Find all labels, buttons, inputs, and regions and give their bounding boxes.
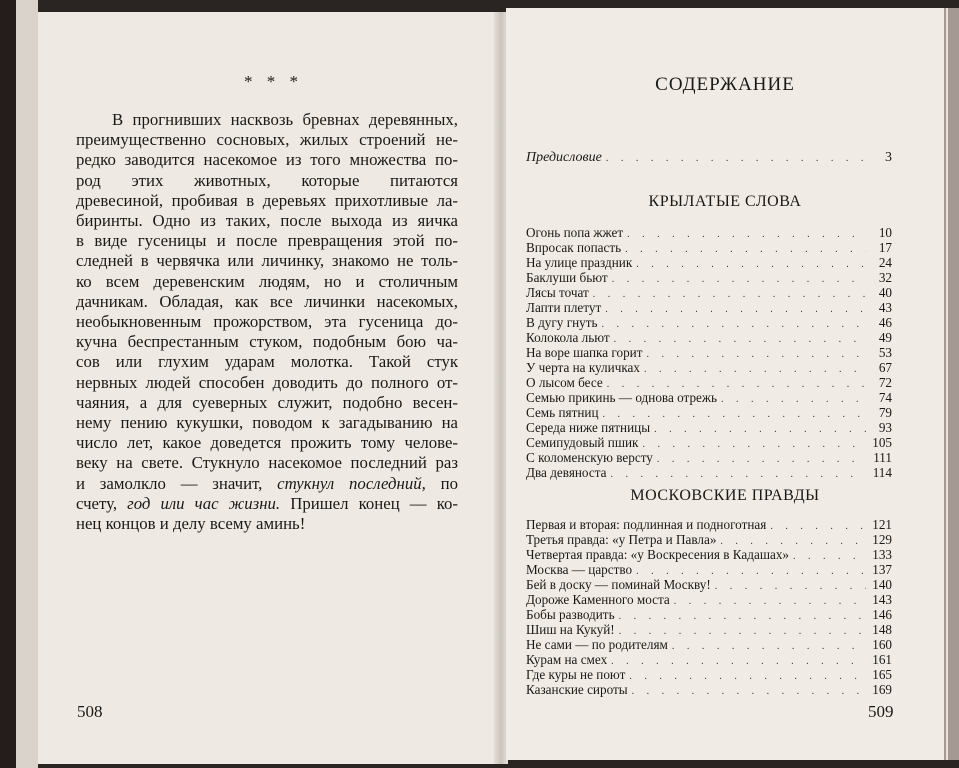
toc-entry — [526, 300, 892, 315]
toc-entry — [526, 622, 892, 637]
toc-entry — [526, 255, 892, 270]
toc-entry-label: Середа ниже пятницы — [526, 420, 651, 435]
prose-line: дачникам. Обладая, как все личинки насекомых, — [76, 291, 458, 311]
toc-entry-page: 10 — [878, 225, 892, 240]
toc-entry-page: 79 — [878, 405, 892, 420]
toc-title: СОДЕРЖАНИЕ — [655, 74, 795, 95]
toc-entry — [526, 592, 892, 607]
toc-entry — [526, 577, 892, 592]
toc-leader-dots — [642, 437, 866, 452]
toc-entry-label: Огонь попа жжет — [526, 225, 624, 240]
book-cover-edge — [0, 0, 16, 768]
toc-entry-label: С коломенскую версту — [526, 450, 653, 465]
toc-entry — [526, 517, 892, 532]
prose-line: нервных людей способен доводить до полного от- — [76, 372, 458, 392]
toc-entry-label: Колокола льют — [526, 330, 610, 345]
toc-leader-dots — [619, 609, 866, 624]
toc-entry-page: 160 — [872, 637, 892, 652]
prose-line: древесиной, пробивая в деревьях прихотливые ла- — [76, 190, 458, 210]
prose-fragment: счету, — [76, 493, 128, 513]
toc-entry — [526, 285, 892, 300]
toc-entry-page: 111 — [873, 450, 892, 465]
toc-entry — [526, 390, 892, 405]
toc-leader-dots — [654, 422, 866, 437]
toc-entry — [526, 330, 892, 345]
toc-entry-label: Не сами — по родителям — [526, 637, 668, 652]
toc-entry-page: 72 — [878, 375, 892, 390]
toc-leader-dots — [770, 519, 866, 534]
toc-leader-dots — [602, 317, 866, 332]
toc-entry — [526, 225, 892, 240]
toc-entry-page: 24 — [878, 255, 892, 270]
prose-line: преимущественно сосновых, жилых строений не- — [76, 130, 458, 150]
toc-leader-dots — [657, 452, 866, 467]
prose-line: необыкновенным прожорством, эта гусеница до- — [76, 312, 458, 332]
section-title-krylatye-slova: КРЫЛАТЫЕ СЛОВА — [648, 193, 802, 210]
prose-italic: год или час жизни. — [127, 493, 281, 513]
toc-leader-dots — [606, 151, 866, 166]
prose-fragment: и замолкло — значит, — [76, 473, 278, 493]
toc-entry — [526, 375, 892, 390]
toc-leader-dots — [625, 242, 866, 257]
toc-leader-dots — [636, 257, 866, 272]
toc-entry-label: Предисловие — [526, 150, 602, 165]
toc-list-section2 — [526, 517, 892, 697]
toc-leader-dots — [674, 594, 866, 609]
toc-entry-page: 121 — [872, 517, 892, 532]
prose-line: веку на свете. Стукнуло насекомое последний раз — [76, 453, 458, 473]
page-edge-line — [946, 8, 948, 760]
toc-entry — [526, 682, 892, 697]
prose-line: ко всем деревенским людям, но и столичным — [76, 271, 458, 291]
prose-line: кучна беспрестанным стуком, подобным бою ча- — [76, 332, 458, 352]
toc-entry-label: О лысом бесе — [526, 375, 603, 390]
toc-leader-dots — [614, 332, 866, 347]
toc-leader-dots — [627, 227, 866, 242]
toc-entry — [526, 562, 892, 577]
toc-entry-page: 165 — [872, 667, 892, 682]
prose-line: биринты. Одно из таких, после выхода из яичка — [76, 211, 458, 231]
prose-line — [76, 474, 458, 494]
toc-entry — [526, 240, 892, 255]
toc-entry-label: Четвертая правда: «у Воскресения в Кадашах» — [526, 547, 790, 562]
toc-entry-label: Баклуши бьют — [526, 270, 608, 285]
toc-entry — [526, 667, 892, 682]
toc-entry-page: 74 — [878, 390, 892, 405]
toc-entry-page: 137 — [872, 562, 892, 577]
toc-entry-page: 169 — [872, 682, 892, 697]
page-number-right: 509 — [868, 702, 894, 721]
toc-entry-page: 17 — [878, 240, 892, 255]
toc-entry-page: 133 — [872, 547, 892, 562]
toc-entry-label: Первая и вторая: подлинная и подноготная — [526, 517, 767, 532]
toc-entry-page: 32 — [878, 270, 892, 285]
toc-entry-page: 140 — [872, 577, 892, 592]
toc-entry — [526, 607, 892, 622]
toc-entry — [526, 420, 892, 435]
toc-entry-label: На улице праздник — [526, 255, 633, 270]
toc-entry-label: Два девяноста — [526, 465, 607, 480]
toc-entry-page: 114 — [872, 465, 892, 480]
toc-entry-label: На воре шапка горит — [526, 345, 643, 360]
toc-entry-page: 93 — [878, 420, 892, 435]
toc-leader-dots — [611, 467, 867, 482]
section-title-moskovskie-pravdy: МОСКОВСКИЕ ПРАВДЫ — [630, 487, 820, 504]
toc-entry — [526, 435, 892, 450]
toc-entry-preface — [526, 150, 892, 168]
prose-line: число лет, какое доведется прожить тому челове- — [76, 433, 458, 453]
toc-entry-label: Дороже Каменного моста — [526, 592, 670, 607]
prose-line: сов или глухим ударам молотка. Такой стук — [76, 352, 458, 372]
toc-entry — [526, 652, 892, 667]
toc-entry — [526, 547, 892, 562]
toc-leader-dots — [593, 287, 866, 302]
toc-entry-page: 49 — [878, 330, 892, 345]
prose-fragment: по — [425, 473, 458, 493]
toc-entry-label: Бобы разводить — [526, 607, 615, 622]
section-ornament: * * * — [244, 72, 303, 91]
prose-line: В прогнивших насквозь бревнах деревянных, — [112, 110, 458, 129]
toc-entry — [526, 405, 892, 420]
toc-leader-dots — [793, 549, 866, 564]
toc-entry-page: 67 — [878, 360, 892, 375]
prose-line: редко заводится насекомое из того множества по- — [76, 150, 458, 170]
toc-entry — [526, 315, 892, 330]
toc-entry — [526, 345, 892, 360]
toc-list-section1 — [526, 225, 892, 480]
toc-leader-dots — [605, 302, 866, 317]
toc-entry — [526, 532, 892, 547]
toc-entry-label: Третья правда: «у Петра и Павла» — [526, 532, 717, 547]
toc-entry — [526, 637, 892, 652]
toc-entry-label: Москва — царство — [526, 562, 633, 577]
toc-entry-label: Казанские сироты — [526, 682, 628, 697]
toc-entry-page: 143 — [872, 592, 892, 607]
toc-entry — [526, 465, 892, 480]
toc-leader-dots — [647, 347, 867, 362]
toc-entry-label: Где куры не поют — [526, 667, 626, 682]
toc-entry-page: 148 — [872, 622, 892, 637]
toc-leader-dots — [644, 362, 866, 377]
toc-entry-page: 46 — [878, 315, 892, 330]
prose-italic: стукнул последний, — [277, 473, 426, 493]
toc-entry — [526, 360, 892, 375]
toc-entry-page: 105 — [872, 435, 892, 450]
page-number-left: 508 — [77, 702, 103, 721]
toc-leader-dots — [632, 684, 866, 699]
toc-entry-page: 161 — [872, 652, 892, 667]
toc-entry-label: Семью прикинь — однова отрежь — [526, 390, 718, 405]
toc-leader-dots — [611, 654, 866, 669]
prose-line: чаяния, а для суеверных служит, подобно весен- — [76, 392, 458, 412]
toc-entry — [526, 450, 892, 465]
prose-line: следней в червячка или личинку, знакомо не толь- — [76, 251, 458, 271]
prose-line: нему пению кукушки, поводом к загадыванию на — [76, 413, 458, 433]
toc-entry-label: Шиш на Кукуй! — [526, 622, 615, 637]
toc-entry-page: 129 — [872, 532, 892, 547]
toc-entry-label: Курам на смех — [526, 652, 608, 667]
toc-entry-label: Семь пятниц — [526, 405, 599, 420]
prose-text — [76, 110, 458, 534]
toc-entry-label: В дугу гнуть — [526, 315, 598, 330]
toc-entry-label: Семипудовый пшик — [526, 435, 639, 450]
toc-leader-dots — [715, 579, 866, 594]
toc-entry-page: 40 — [878, 285, 892, 300]
toc-entry — [526, 270, 892, 285]
toc-preface — [526, 150, 892, 168]
toc-leader-dots — [721, 392, 866, 407]
toc-entry-label: Лясы точат — [526, 285, 589, 300]
prose-line: нец концов и делу всему аминь! — [76, 514, 306, 534]
prose-fragment: Пришел конец — ко- — [280, 493, 458, 513]
toc-entry-page: 3 — [885, 150, 892, 165]
toc-entry-label: Впросак попасть — [526, 240, 622, 255]
prose-line — [76, 494, 458, 514]
toc-entry-label: У черта на куличках — [526, 360, 640, 375]
toc-entry-page: 53 — [878, 345, 892, 360]
prose-line: род этих животных, которые питаются — [76, 170, 458, 190]
toc-entry-page: 146 — [872, 607, 892, 622]
toc-leader-dots — [629, 669, 866, 684]
toc-leader-dots — [612, 272, 866, 287]
toc-leader-dots — [672, 639, 866, 654]
toc-entry-label: Лапти плетут — [526, 300, 602, 315]
prose-line: в виде гусеницы и после превращения этой по- — [76, 231, 458, 251]
toc-entry-label: Бей в доску — поминай Москву! — [526, 577, 711, 592]
toc-entry-page: 43 — [878, 300, 892, 315]
